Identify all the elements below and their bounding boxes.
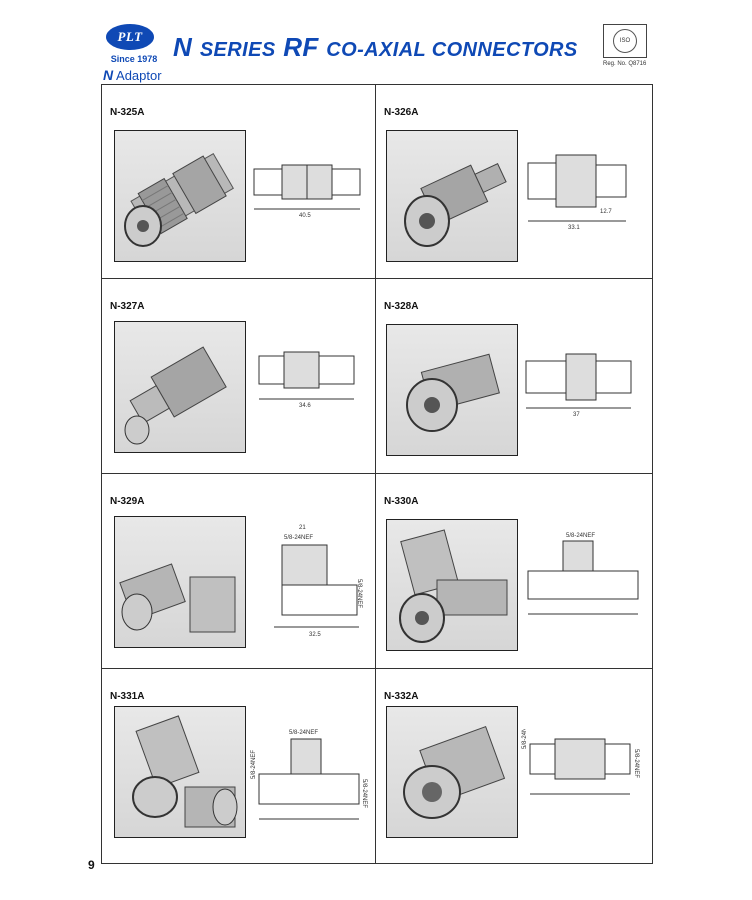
dimension-label: 5/8-24NEF	[566, 533, 596, 539]
technical-drawing	[249, 157, 364, 232]
dimension-label: 5/8-24NEF	[361, 779, 367, 809]
product-grid	[101, 84, 653, 864]
technical-drawing	[518, 519, 643, 634]
subtitle-text: Adaptor	[113, 68, 162, 83]
product-code: N-327A	[110, 301, 145, 312]
title-rf: RF	[283, 32, 319, 62]
product-photo	[114, 706, 246, 838]
title-prefix: N	[173, 32, 193, 62]
product-photo	[386, 706, 518, 838]
dimension-label: 5/8-24NEF	[251, 749, 257, 779]
product-cell-n328a	[376, 279, 652, 473]
technical-drawing	[254, 344, 364, 419]
product-code: N-330A	[384, 496, 419, 507]
dimension-label: 33.1	[568, 225, 580, 231]
certification-badge	[603, 24, 653, 68]
dimension-label: 34.6	[299, 403, 311, 409]
product-cell-n332a	[376, 669, 652, 864]
product-cell-n325a	[102, 85, 375, 278]
product-code: N-326A	[384, 107, 419, 118]
product-code: N-332A	[384, 691, 419, 702]
plt-logo	[106, 24, 158, 68]
product-photo	[386, 519, 518, 651]
page-number: 9	[88, 858, 95, 872]
cert-reg-number: Reg. No. Q8716	[603, 61, 647, 67]
dimension-label: 32.5	[309, 632, 321, 638]
technical-drawing	[518, 346, 643, 426]
product-cell-n331a	[102, 669, 375, 864]
title-rest: CO-AXIAL CONNECTORS	[326, 39, 578, 61]
cert-circle-icon: ISO	[613, 29, 637, 53]
title-series: SERIES	[199, 39, 276, 61]
dimension-label: 5/8-24NEF	[289, 730, 319, 736]
product-cell-n327a	[102, 279, 375, 473]
technical-drawing	[518, 729, 643, 814]
product-code: N-325A	[110, 107, 145, 118]
since-label: Since 1978	[110, 54, 158, 64]
product-photo	[386, 130, 518, 262]
dimension-label: 5/8-24NEF	[633, 749, 639, 779]
logo-text: PLT	[117, 29, 143, 44]
technical-drawing	[518, 143, 643, 238]
cert-box	[603, 24, 647, 58]
product-code: N-331A	[110, 691, 145, 702]
product-cell-n330a	[376, 474, 652, 668]
dimension-label: 12.7	[600, 209, 612, 215]
dimension-label: 5/8-24NEF	[522, 729, 528, 749]
technical-drawing	[249, 719, 369, 839]
technical-drawing	[254, 519, 369, 649]
product-cell-n326a	[376, 85, 652, 278]
product-code: N-328A	[384, 301, 419, 312]
dimension-label: 37	[573, 412, 580, 418]
product-photo	[114, 130, 246, 262]
product-photo	[114, 321, 246, 453]
dimension-label: 21	[299, 525, 306, 531]
product-photo	[386, 324, 518, 456]
page-title	[173, 32, 578, 63]
dimension-label: 5/8-24NEF	[356, 579, 362, 609]
product-code: N-329A	[110, 496, 145, 507]
product-cell-n329a	[102, 474, 375, 668]
section-subtitle	[103, 67, 162, 83]
dimension-label: 5/8-24NEF	[284, 535, 314, 541]
dimension-label: 40.5	[299, 213, 311, 219]
product-photo	[114, 516, 246, 648]
subtitle-n: N	[103, 67, 114, 83]
logo-oval	[106, 24, 154, 50]
